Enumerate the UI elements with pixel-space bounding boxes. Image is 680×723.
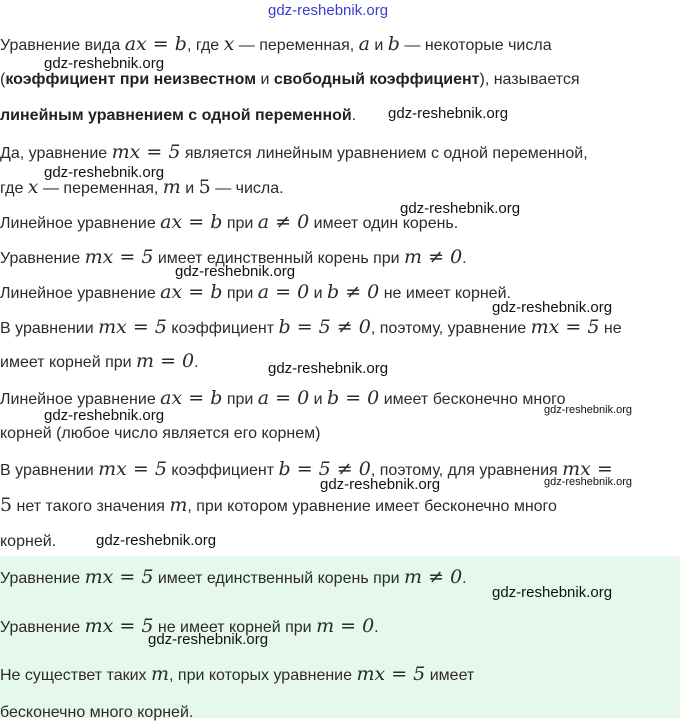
watermark: gdz-reshebnik.org [96,532,217,549]
watermark: gdz-reshebnik.org [320,476,441,493]
watermark: gdz-reshebnik.org [388,105,509,122]
p8-line1: В уравнении mx = 5 коэффициент b = 5 ≠ 0, поэтому, для уравнения mx = [0,458,613,480]
p2-line2: где x — переменная, m и 5 — числа. [0,176,284,198]
p6-line2: имеет корней при m = 0. [0,350,199,372]
p6-line1: В уравнении mx = 5 коэффициент b = 5 ≠ 0, поэтому, уравнение mx = 5 не [0,316,622,338]
watermark: gdz-reshebnik.org [544,404,633,416]
watermark: gdz-reshebnik.org [268,2,389,19]
answer-line3: Не существет таких m, при которых уравнение mx = 5 имеет [0,663,475,685]
answer-line1: Уравнение mx = 5 имеет единственный корень при m ≠ 0. [0,566,467,588]
watermark: gdz-reshebnik.org [175,263,296,280]
watermark: gdz-reshebnik.org [44,164,165,181]
watermark: gdz-reshebnik.org [492,299,613,316]
p1-line1: Уравнение вида ax = b, где x — переменная, a и b — некоторые числа [0,33,552,55]
answer-line2: Уравнение mx = 5 не имеет корней при m = 0. [0,615,379,637]
watermark: gdz-reshebnik.org [44,55,165,72]
p2-line1: Да, уравнение mx = 5 является линейным уравнением с одной переменной, [0,141,588,163]
answer-line4: бесконечно много корней. [0,704,194,721]
watermark: gdz-reshebnik.org [492,584,613,601]
watermark: gdz-reshebnik.org [544,476,633,488]
p7-line1: Линейное уравнение ax = b при a = 0 и b = 0 имеет бесконечно много [0,387,566,409]
watermark: gdz-reshebnik.org [44,407,165,424]
p5-line: Линейное уравнение ax = b при a = 0 и b ≠ 0 не имеет корней. [0,281,511,303]
p3-line: Линейное уравнение ax = b при a ≠ 0 имеет один корень. [0,211,459,233]
watermark: gdz-reshebnik.org [400,200,521,217]
p7-line2: корней (любое число является его корнем) [0,425,321,442]
p8-line2: 5 нет такого значения m, при котором уравнение имеет бесконечно много [0,494,557,516]
watermark: gdz-reshebnik.org [148,631,269,648]
p1-line2: (коэффициент при неизвестном и свободный коэффициент), называется [0,71,580,88]
watermark: gdz-reshebnik.org [268,360,389,377]
p1-line3: линейным уравнением с одной переменной. [0,107,357,124]
p8-line3: корней. [0,533,57,550]
p4-line: Уравнение mx = 5 имеет единственный корень при m ≠ 0. [0,246,467,268]
